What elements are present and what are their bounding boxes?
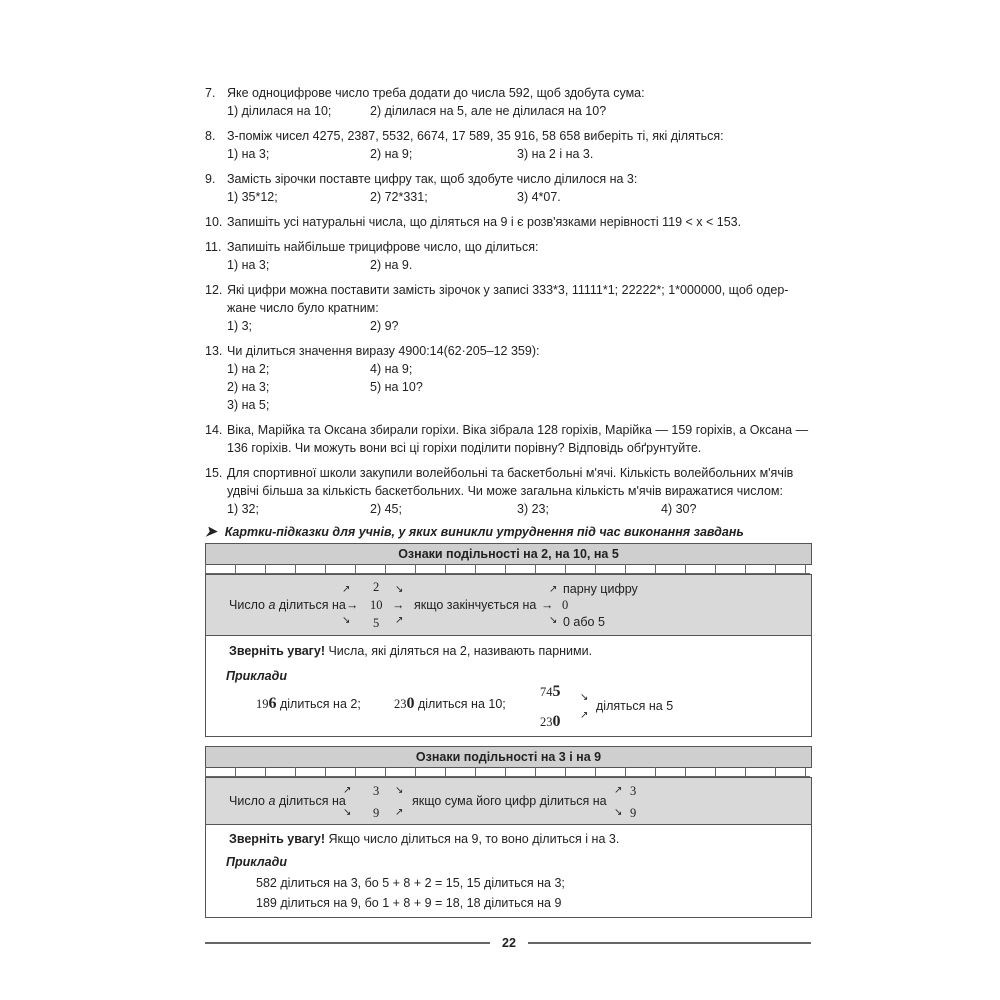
task-number: 8. bbox=[205, 129, 216, 143]
task-option: 1) на 2; bbox=[227, 362, 270, 376]
example-230-second: 230 bbox=[540, 713, 561, 730]
task-option: 3) 23; bbox=[517, 502, 549, 516]
task-statement: Для спортивної школи закупили волейбольні та баскетбольні м'ячі. Кількість волейбольних м'ячів bbox=[227, 466, 794, 480]
arrow-down-right-icon: ↘ bbox=[342, 615, 351, 626]
task-option: 1) ділилася на 10; bbox=[227, 104, 332, 118]
task-item bbox=[205, 84, 813, 120]
task-text bbox=[205, 421, 813, 439]
task-number: 11. bbox=[205, 240, 222, 254]
task-option: 1) 3; bbox=[227, 319, 253, 333]
task-option: 2) 45; bbox=[370, 502, 402, 516]
footer-rule-left bbox=[205, 942, 490, 944]
task-option: 2) 72*331; bbox=[370, 190, 428, 204]
task-statement: З-поміж чисел 4275, 2387, 5532, 6674, 17 589, 35 916, 58 658 виберіть ті, які діляться: bbox=[227, 129, 724, 143]
arrow-up-right-icon: ↗ bbox=[580, 710, 589, 721]
task-option: 4) на 9; bbox=[370, 362, 413, 376]
task-text bbox=[205, 281, 813, 299]
task-option: 3) на 2 і на 3. bbox=[517, 147, 594, 161]
arrow-pointer-icon: ➤ bbox=[205, 523, 217, 539]
task-options-row bbox=[205, 396, 813, 414]
task-statement: Замість зірочки поставте цифру так, щоб здобуте число ділилося на 3: bbox=[227, 172, 638, 186]
task-item bbox=[205, 464, 813, 518]
example-196: 196 ділиться на 2; bbox=[256, 695, 361, 712]
task-option: 2) ділилася на 5, але не ділилася на 10? bbox=[370, 104, 607, 118]
task-statement: Запишіть усі натуральні числа, що діляться на 9 і є розв'язками нерівності 119 < x < 153. bbox=[227, 215, 742, 229]
task-options-row bbox=[205, 378, 813, 396]
card2-rule-prefix: Число a ділиться на bbox=[229, 794, 346, 808]
card2-title: Ознаки подільності на 3 і на 9 bbox=[205, 746, 812, 768]
task-number: 10. bbox=[205, 215, 223, 229]
task-options-row bbox=[205, 256, 813, 274]
arrow-up-right-icon: ↗ bbox=[614, 785, 623, 796]
card1-rule-box bbox=[205, 574, 812, 636]
task-text bbox=[205, 170, 813, 188]
arrow-up-right-icon: ↗ bbox=[343, 785, 352, 796]
task-text bbox=[205, 238, 813, 256]
task-number: 12. bbox=[205, 283, 223, 297]
hint-heading bbox=[205, 523, 744, 540]
task-item bbox=[205, 421, 813, 457]
task-option: 4) 30? bbox=[661, 502, 697, 516]
card2-examples-label: Приклади bbox=[226, 855, 287, 869]
task-item bbox=[205, 213, 813, 231]
task-number: 13. bbox=[205, 344, 223, 358]
card2-body bbox=[205, 824, 812, 918]
task-options-row bbox=[205, 500, 813, 518]
card2-rule-box bbox=[205, 777, 812, 825]
card1-body bbox=[205, 635, 812, 737]
task-text bbox=[205, 342, 813, 360]
card1-title: Ознаки подільності на 2, на 10, на 5 bbox=[205, 543, 812, 565]
divisor-5: 5 bbox=[373, 616, 380, 630]
task-text bbox=[205, 464, 813, 482]
task-statement: Запишіть найбільше трицифрове число, що ділиться: bbox=[227, 240, 539, 254]
arrow-down-right-icon: ↘ bbox=[549, 615, 558, 626]
card1-rule-mid: якщо закінчується на bbox=[414, 598, 537, 612]
card2-attention: Зверніть увагу! Якщо число ділиться на 9, то воно ділиться і на 3. bbox=[229, 832, 620, 846]
arrow-down-right-icon: ↘ bbox=[343, 807, 352, 818]
task-item bbox=[205, 170, 813, 206]
arrow-up-right-icon: ↗ bbox=[342, 584, 351, 595]
task-option: 1) 35*12; bbox=[227, 190, 278, 204]
task-number: 14. bbox=[205, 423, 223, 437]
task-options-row bbox=[205, 102, 813, 120]
task-option: 1) на 3; bbox=[227, 258, 270, 272]
task-text bbox=[205, 127, 813, 145]
task-statement-continued: 136 горіхів. Чи можуть вони всі ці горіхи поділити порівну? Відповідь обґрунтуйте. bbox=[227, 441, 702, 455]
arrow-right-icon: → bbox=[541, 598, 554, 612]
task-text bbox=[205, 213, 813, 231]
ending-zero: 0 bbox=[562, 598, 569, 612]
ending-even: парну цифру bbox=[563, 582, 638, 596]
hint-title: Картки-підказки для учнів, у яких виникли утруднення під час виконання завдань bbox=[224, 524, 744, 539]
example-divisible-by-5: діляться на 5 bbox=[596, 699, 674, 713]
task-item bbox=[205, 238, 813, 274]
task-option: 2) на 9; bbox=[370, 147, 413, 161]
task-statement-continued: удвічі більша за кількість баскетбольних. Чи може загальна кількість м'ячів виражатися числом: bbox=[227, 484, 783, 498]
divisor-2: 2 bbox=[373, 580, 380, 594]
arrow-right-icon: → bbox=[346, 598, 359, 612]
card2-example-line-1: 582 ділиться на 3, бо 5 + 8 + 2 = 15, 15 ділиться на 3; bbox=[256, 876, 565, 890]
divisor-10: 10 bbox=[370, 598, 383, 612]
task-item bbox=[205, 281, 813, 335]
tasks-list bbox=[205, 84, 813, 525]
task-options-row bbox=[205, 360, 813, 378]
task-option: 2) на 3; bbox=[227, 380, 270, 394]
arrow-down-right-icon: ↘ bbox=[614, 807, 623, 818]
task-statement: Чи ділиться значення виразу 4900:14(62·205–12 359): bbox=[227, 344, 540, 358]
arrow-right-icon: → bbox=[392, 598, 405, 612]
example-230: 230 ділиться на 10; bbox=[394, 695, 506, 712]
task-option: 5) на 10? bbox=[370, 380, 423, 394]
card1-rule-prefix: Число a ділиться на bbox=[229, 598, 346, 612]
card1-attention: Зверніть увагу! Числа, які діляться на 2, називають парними. bbox=[229, 644, 593, 658]
task-statement: Які цифри можна поставити замість зірочок у записі 333*3, 11111*1; 22222*; 1*000000, щоб одер- bbox=[227, 283, 789, 297]
task-statement: Віка, Марійка та Оксана збирали горіхи. Віка зібрала 128 горіхів, Марійка — 159 горіхів, а Оксана — bbox=[227, 423, 809, 437]
task-statement-continued: жане число було кратним: bbox=[227, 301, 379, 315]
page-number: 22 bbox=[502, 936, 516, 950]
task-number: 7. bbox=[205, 86, 216, 100]
task-options-row bbox=[205, 188, 813, 206]
card2-ruler bbox=[205, 767, 812, 777]
arrow-down-right-icon: ↘ bbox=[580, 692, 589, 703]
divisor-right-9: 9 bbox=[630, 806, 637, 820]
arrow-up-right-icon: ↗ bbox=[395, 807, 404, 818]
arrow-down-right-icon: ↘ bbox=[395, 584, 404, 595]
divisor-right-3: 3 bbox=[630, 784, 637, 798]
task-number: 9. bbox=[205, 172, 216, 186]
task-option: 3) на 5; bbox=[227, 398, 270, 412]
task-statement: Яке одноцифрове число треба додати до числа 592, щоб здобута сума: bbox=[227, 86, 645, 100]
card2-rule-mid: якщо сума його цифр ділиться на bbox=[412, 794, 607, 808]
task-option: 1) 32; bbox=[227, 502, 259, 516]
arrow-up-right-icon: ↗ bbox=[395, 615, 404, 626]
card1-ruler bbox=[205, 564, 812, 574]
card2-example-line-2: 189 ділиться на 9, бо 1 + 8 + 9 = 18, 18 ділиться на 9 bbox=[256, 896, 562, 910]
task-number: 15. bbox=[205, 466, 223, 480]
task-options-row bbox=[205, 317, 813, 335]
task-item bbox=[205, 342, 813, 414]
divisor-9: 9 bbox=[373, 806, 380, 820]
task-option: 2) 9? bbox=[370, 319, 399, 333]
task-option: 2) на 9. bbox=[370, 258, 413, 272]
arrow-down-right-icon: ↘ bbox=[395, 785, 404, 796]
divisor-3: 3 bbox=[373, 784, 380, 798]
card1-examples-label: Приклади bbox=[226, 669, 287, 683]
footer-rule-right bbox=[528, 942, 811, 944]
task-text bbox=[205, 84, 813, 102]
task-option: 3) 4*07. bbox=[517, 190, 561, 204]
task-option: 1) на 3; bbox=[227, 147, 270, 161]
example-745: 745 bbox=[540, 683, 561, 700]
ending-zero-five: 0 або 5 bbox=[563, 615, 605, 629]
task-options-row bbox=[205, 145, 813, 163]
task-item bbox=[205, 127, 813, 163]
arrow-up-right-icon: ↗ bbox=[549, 584, 558, 595]
